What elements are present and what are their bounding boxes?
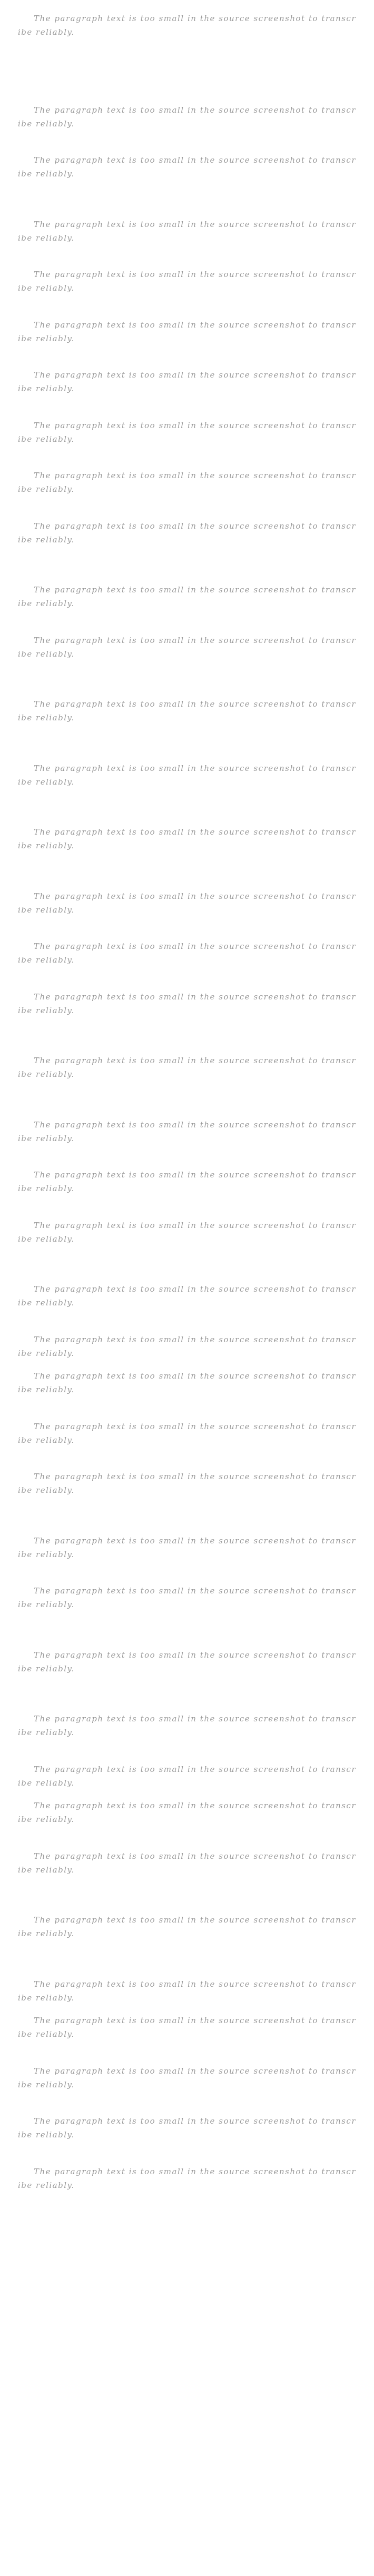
body-paragraph: The paragraph text is too small in the source screenshot to transcribe reliably.: [18, 699, 356, 722]
body-paragraph: The paragraph text is too small in the source screenshot to transcribe reliably.: [18, 1650, 356, 1673]
paragraph-list: [18, 12, 356, 2192]
body-paragraph: The paragraph text is too small in the source screenshot to transcribe reliably.: [18, 1764, 356, 1788]
body-paragraph: The paragraph text is too small in the source screenshot to transcribe reliably.: [18, 585, 356, 608]
body-paragraph: The paragraph text is too small in the source screenshot to transcribe reliably.: [18, 155, 356, 179]
body-paragraph: The paragraph text is too small in the source screenshot to transcribe reliably.: [18, 1801, 356, 1824]
body-paragraph: The paragraph text is too small in the source screenshot to transcribe reliably.: [18, 270, 356, 293]
body-paragraph: The paragraph text is too small in the source screenshot to transcribe reliably.: [18, 1371, 356, 1394]
body-paragraph: The paragraph text is too small in the source screenshot to transcribe reliably.: [18, 1851, 356, 1875]
body-paragraph: The paragraph text is too small in the source screenshot to transcribe reliably.: [18, 942, 356, 965]
body-paragraph: The paragraph text is too small in the source screenshot to transcribe reliably.: [18, 1586, 356, 1609]
body-paragraph: The paragraph text is too small in the source screenshot to transcribe reliably.: [18, 1334, 356, 1358]
body-paragraph: The paragraph text is too small in the source screenshot to transcribe reliably.: [18, 1979, 356, 2003]
body-paragraph: The paragraph text is too small in the source screenshot to transcribe reliably.: [18, 1170, 356, 1193]
body-paragraph: The paragraph text is too small in the source screenshot to transcribe reliably.: [18, 1421, 356, 1445]
body-paragraph: The paragraph text is too small in the source screenshot to transcribe reliably.: [18, 2066, 356, 2089]
body-paragraph: The paragraph text is too small in the source screenshot to transcribe reliably.: [18, 1284, 356, 1307]
body-paragraph: The paragraph text is too small in the source screenshot to transcribe reliably.: [18, 105, 356, 128]
body-paragraph: The paragraph text is too small in the source screenshot to transcribe reliably.: [18, 219, 356, 243]
body-paragraph: The paragraph text is too small in the source screenshot to transcribe reliably.: [18, 1472, 356, 1495]
body-paragraph: The paragraph text is too small in the source screenshot to transcribe reliably.: [18, 370, 356, 393]
body-paragraph: The paragraph text is too small in the source screenshot to transcribe reliably.: [18, 420, 356, 444]
body-paragraph: The paragraph text is too small in the source screenshot to transcribe reliably.: [18, 635, 356, 659]
body-paragraph: The paragraph text is too small in the source screenshot to transcribe reliably.: [18, 1056, 356, 1079]
body-paragraph: The paragraph text is too small in the source screenshot to transcribe reliably.: [18, 1915, 356, 1938]
body-paragraph: The paragraph text is too small in the source screenshot to transcribe reliably.: [18, 2016, 356, 2039]
body-paragraph: The paragraph text is too small in the source screenshot to transcribe reliably.: [18, 14, 356, 37]
body-paragraph: The paragraph text is too small in the source screenshot to transcribe reliably.: [18, 1119, 356, 1143]
body-paragraph: The paragraph text is too small in the source screenshot to transcribe reliably.: [18, 521, 356, 544]
body-paragraph: The paragraph text is too small in the source screenshot to transcribe reliably.: [18, 992, 356, 1015]
body-paragraph: The paragraph text is too small in the source screenshot to transcribe reliably.: [18, 827, 356, 850]
body-paragraph: The paragraph text is too small in the source screenshot to transcribe reliably.: [18, 320, 356, 343]
body-paragraph: The paragraph text is too small in the source screenshot to transcribe reliably.: [18, 2116, 356, 2139]
body-paragraph: The paragraph text is too small in the source screenshot to transcribe reliably.: [18, 1714, 356, 1737]
body-paragraph: The paragraph text is too small in the source screenshot to transcribe reliably.: [18, 891, 356, 915]
body-paragraph: The paragraph text is too small in the source screenshot to transcribe reliably.: [18, 1220, 356, 1244]
body-paragraph: The paragraph text is too small in the source screenshot to transcribe reliably.: [18, 1535, 356, 1559]
body-paragraph: The paragraph text is too small in the source screenshot to transcribe reliably.: [18, 2166, 356, 2190]
body-paragraph: The paragraph text is too small in the source screenshot to transcribe reliably.: [18, 763, 356, 787]
body-paragraph: The paragraph text is too small in the source screenshot to transcribe reliably.: [18, 471, 356, 494]
